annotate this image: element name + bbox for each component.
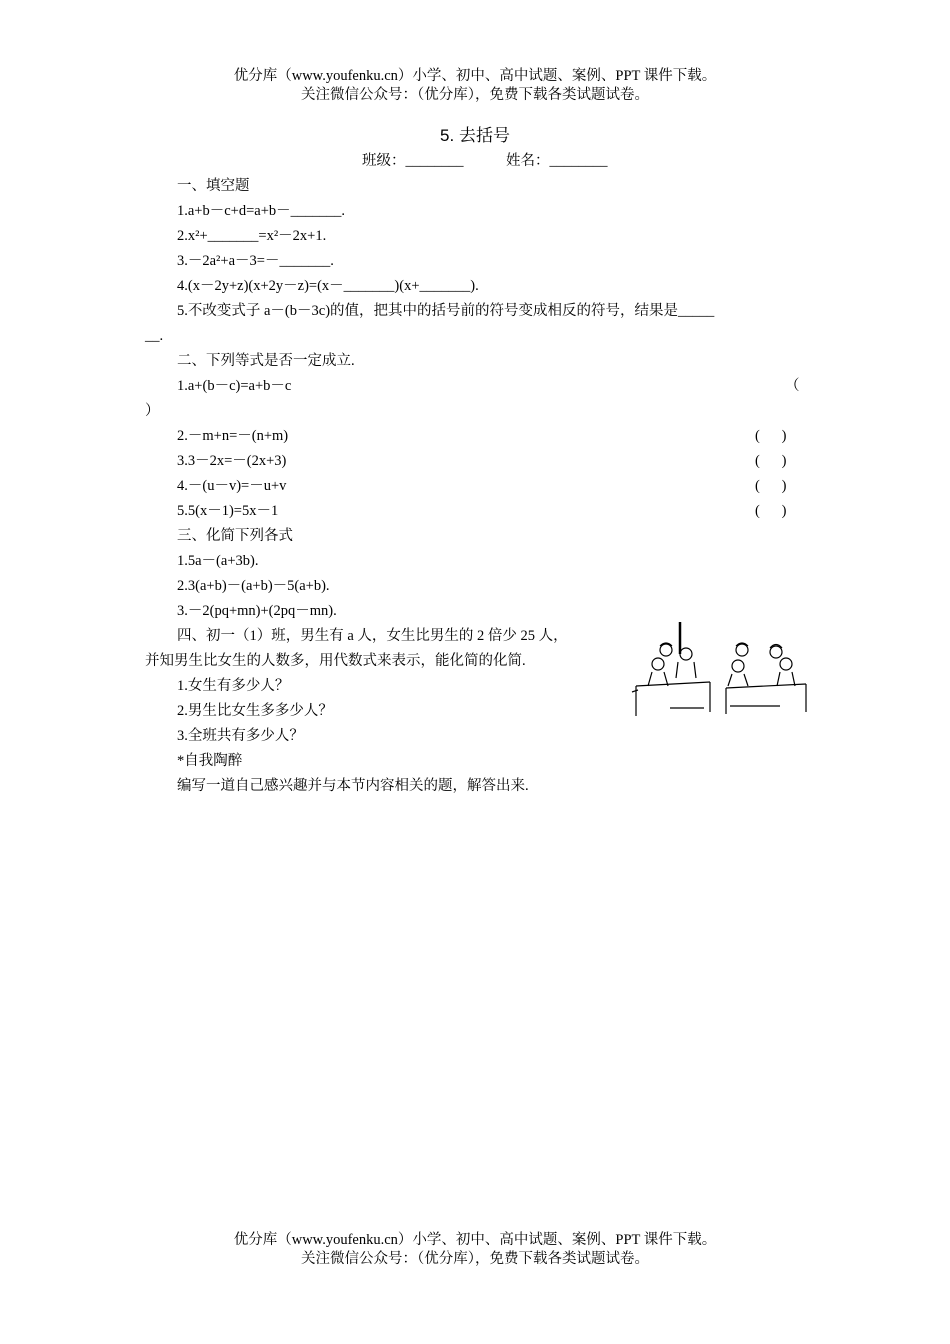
header-line-1: 优分库（www.youfenku.cn）小学、初中、高中试题、案例、PPT 课件下载。 (233, 68, 717, 84)
section-4-intro-2: 并知男生比女生的人数多，用代数式来表示，能化简的化简. (145, 653, 526, 669)
s2-item-1: 1.a+(b－c)=a+b－c (177, 378, 292, 394)
s1-item-1: 1.a+b－c+d=a+b－_______. (177, 203, 346, 219)
s1-item-5: 5.不改变式子 a－(b－3c)的值，把其中的括号前的符号变成相反的符号，结果是_____ (177, 303, 715, 319)
s2-item-1-paren-open: （ (785, 378, 800, 394)
s4-item-2: 2.男生比女生多多少人？ (177, 703, 333, 719)
s2-item-1-paren-close: ） (145, 403, 160, 419)
s4-item-1: 1.女生有多少人？ (177, 678, 290, 694)
classroom-illustration (630, 620, 810, 720)
s2-item-2: 2.－m+n=－(n+m) (177, 428, 289, 444)
s1-item-5-cont: __. (145, 328, 164, 344)
section-3-heading: 三、化简下列各式 (177, 528, 293, 544)
footer-line-2: 关注微信公众号：（优分库），免费下载各类试题试卷。 (301, 1251, 649, 1267)
s2-item-2-paren: ( ) (755, 428, 787, 444)
s2-item-3: 3.3－2x=－(2x+3) (177, 453, 287, 469)
s2-item-5-paren: ( ) (755, 503, 787, 519)
s2-item-4: 4.－(u－v)=－u+v (177, 478, 287, 494)
name-field: 姓名：________ (506, 153, 608, 169)
s1-item-2: 2.x²+_______=x²－2x+1. (177, 228, 327, 244)
page-title: 5. 去括号 (440, 126, 510, 145)
section-4-intro-1: 四、初一（1）班，男生有 a 人，女生比男生的 2 倍少 25 人， (177, 628, 568, 644)
section-2-heading: 二、下列等式是否一定成立. (177, 353, 355, 369)
section-1-heading: 一、填空题 (177, 178, 250, 194)
s2-item-5: 5.5(x－1)=5x－1 (177, 503, 279, 519)
s4-item-3: 3.全班共有多少人？ (177, 728, 304, 744)
s3-item-3: 3.－2(pq+mn)+(2pq－mn). (177, 603, 337, 619)
self-heading: *自我陶醉 (177, 753, 243, 769)
s3-item-1: 1.5a－(a+3b). (177, 553, 259, 569)
s2-item-4-paren: ( ) (755, 478, 787, 494)
self-text: 编写一道自己感兴趣并与本节内容相关的题，解答出来. (177, 778, 529, 794)
header-line-2: 关注微信公众号：（优分库），免费下载各类试题试卷。 (301, 87, 649, 103)
s3-item-2: 2.3(a+b)－(a+b)－5(a+b). (177, 578, 330, 594)
s1-item-3: 3.－2a²+a－3=－_______. (177, 253, 334, 269)
class-field: 班级：________ (362, 153, 464, 169)
footer-line-1: 优分库（www.youfenku.cn）小学、初中、高中试题、案例、PPT 课件下载。 (233, 1232, 717, 1248)
s2-item-3-paren: ( ) (755, 453, 787, 469)
s1-item-4: 4.(x－2y+z)(x+2y－z)=(x－_______)(x+_______). (177, 278, 479, 294)
